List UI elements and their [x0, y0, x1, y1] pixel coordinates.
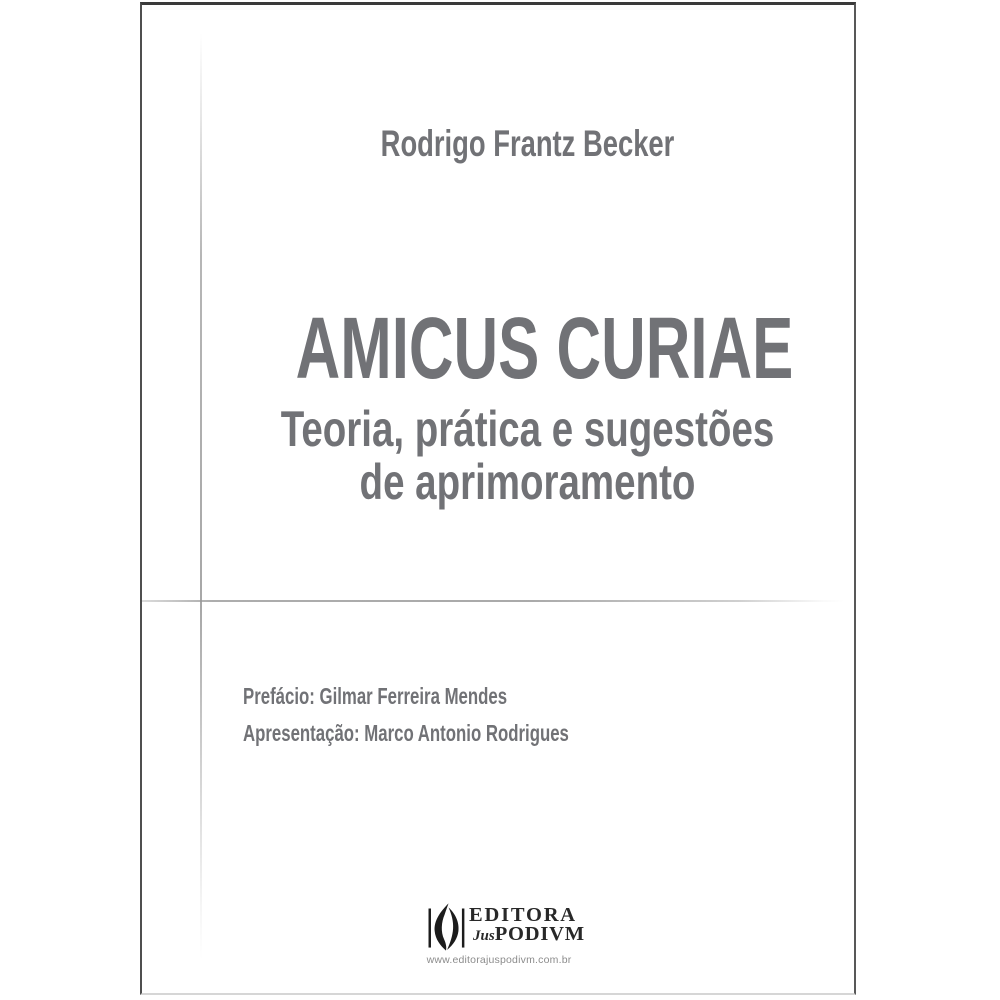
book-title: AMICUS CURIAE [295, 300, 794, 397]
presentation-credit: Apresentação: Marco Antonio Rodrigues [243, 720, 569, 746]
publisher-name [469, 905, 585, 946]
book-cover [140, 2, 856, 995]
spine-crease-vertical [200, 33, 202, 960]
publisher-name-editora: EDITORA [469, 904, 577, 926]
preface-credit: Prefácio: Gilmar Ferreira Mendes [243, 683, 508, 709]
feather-quill-between-bars-icon [428, 903, 465, 951]
subtitle-line-2: de aprimoramento [359, 454, 696, 510]
publisher-logo [426, 894, 585, 970]
fold-crease-horizontal [142, 600, 844, 602]
publisher-name-juspodivm [469, 924, 585, 946]
publisher-name-jus-script: Jus [473, 928, 495, 944]
book-subtitle [276, 403, 779, 509]
publisher-website: www.editorajuspodivm.com.br [426, 954, 572, 966]
author-name: Rodrigo Frantz Becker [380, 123, 675, 164]
subtitle-line-1: Teoria, prática e sugestões [280, 401, 775, 457]
publisher-name-podivm: PODIVM [494, 923, 585, 945]
